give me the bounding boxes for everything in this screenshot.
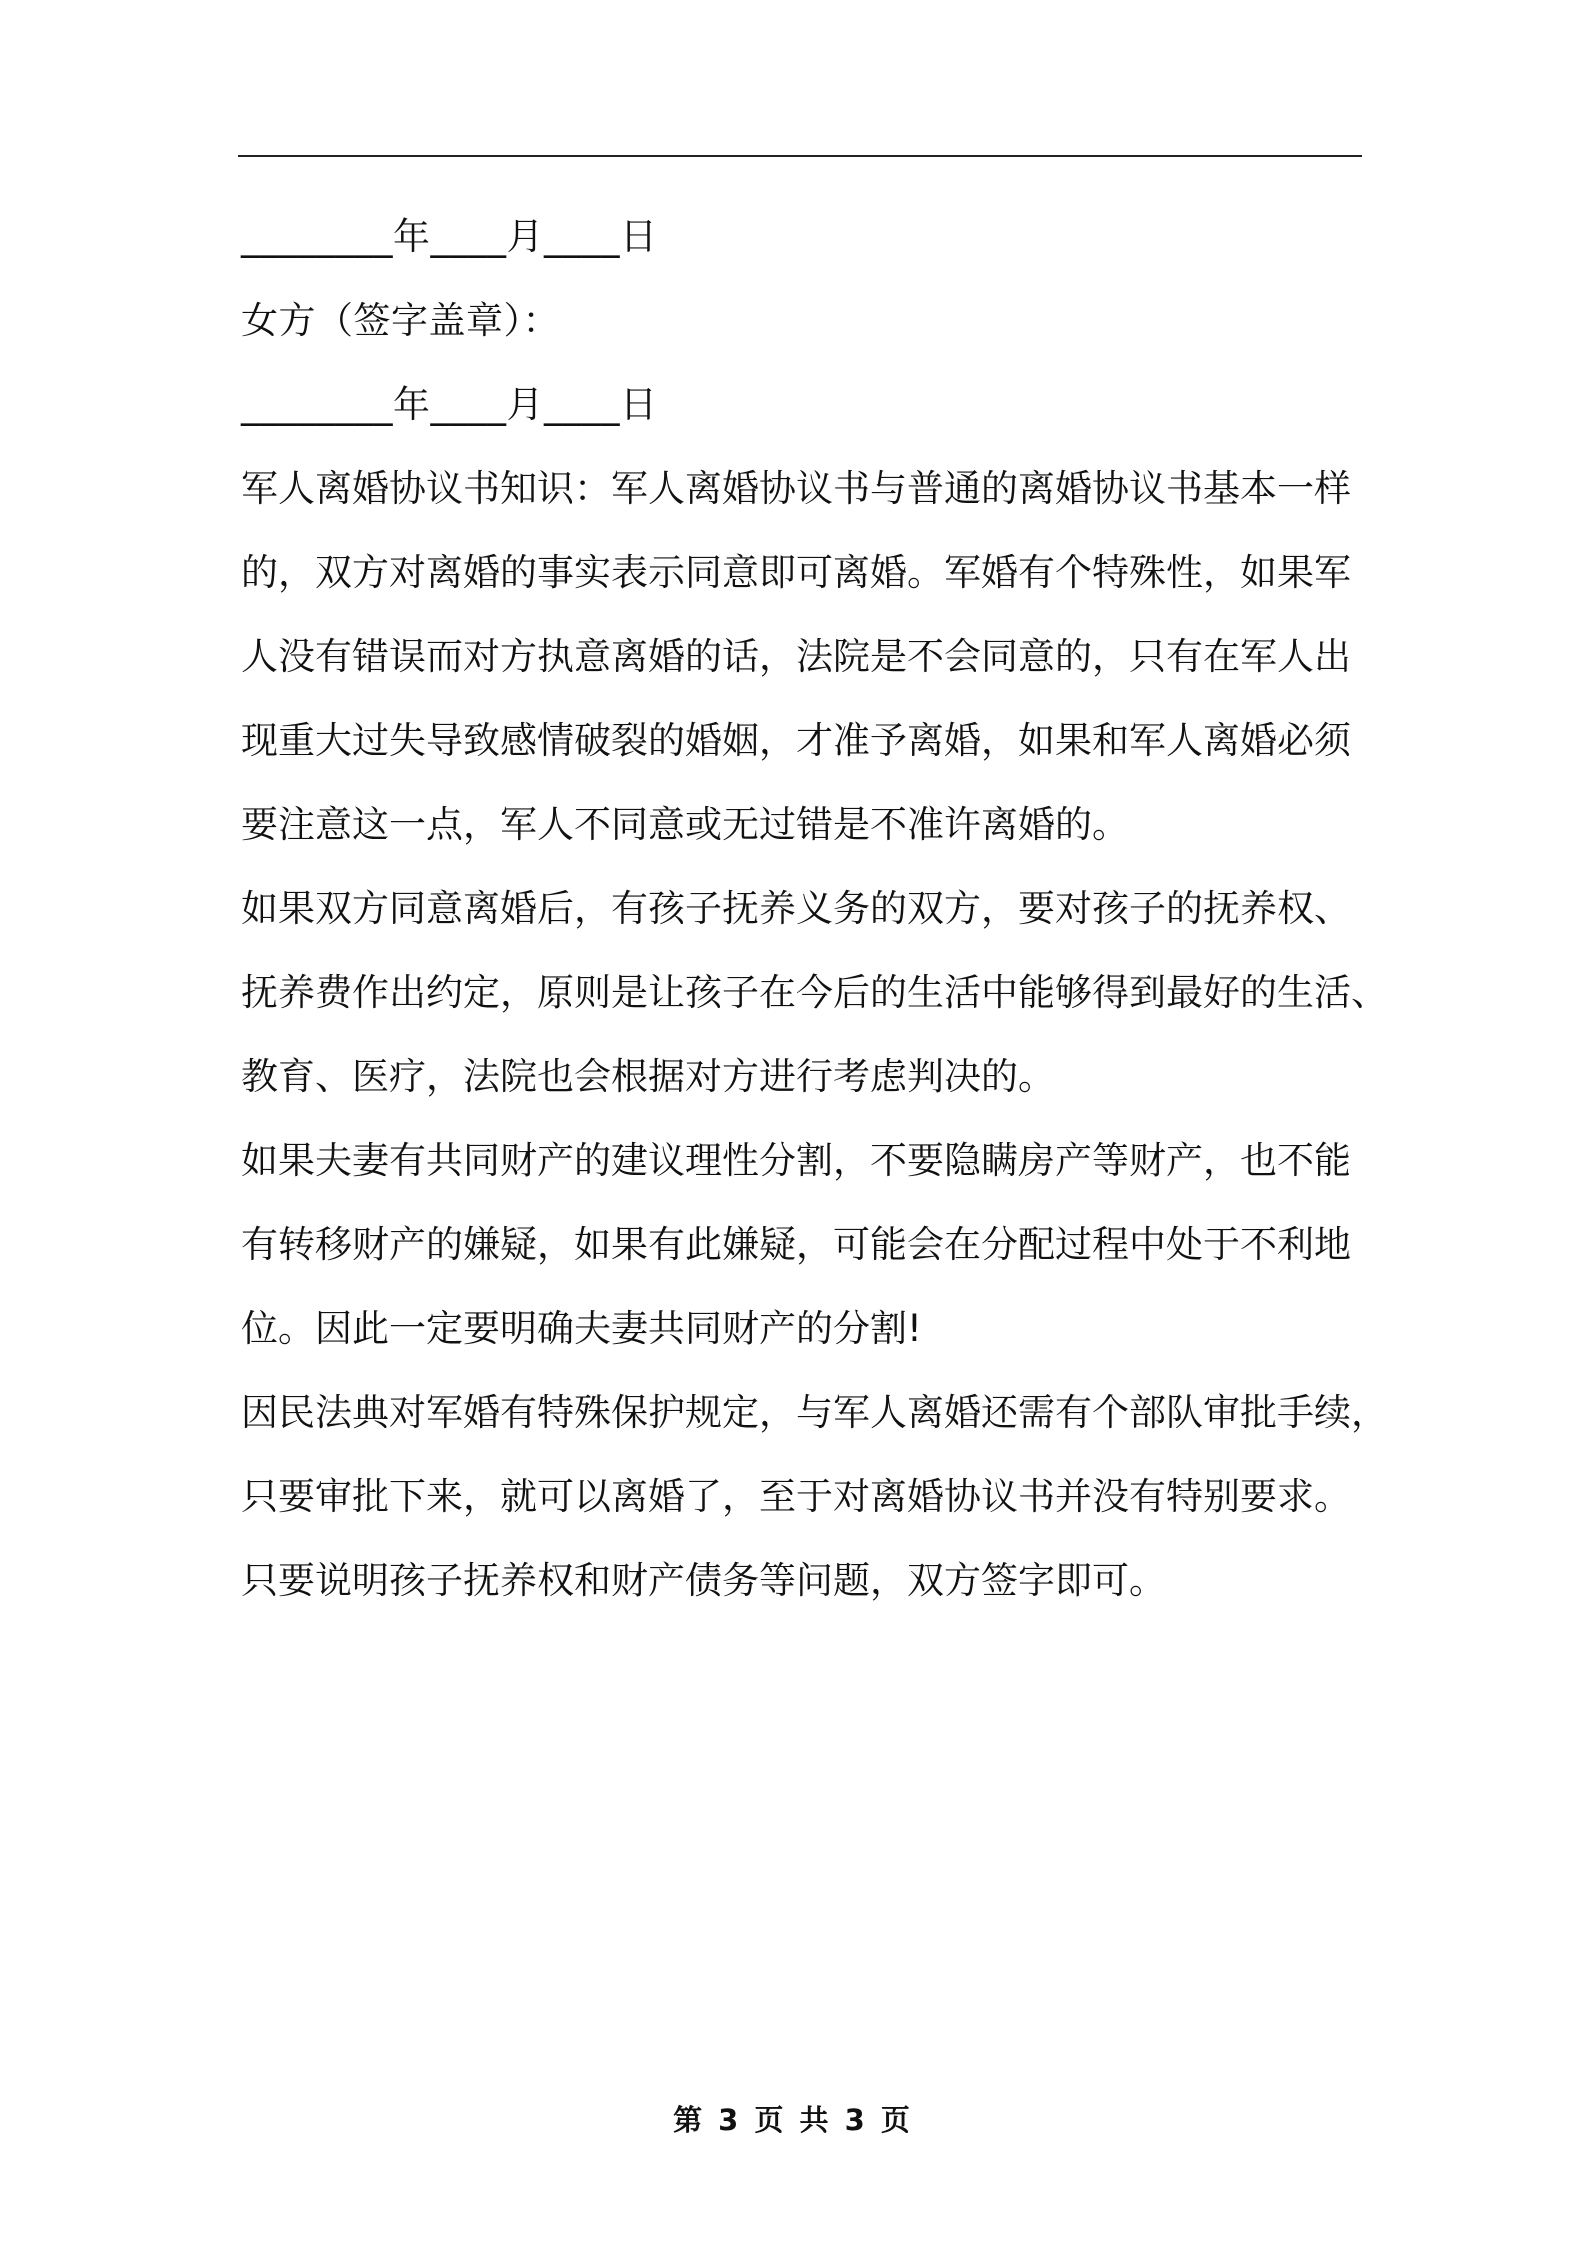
paragraph-line: 只要审批下来，就可以离婚了，至于对离婚协议书并没有特别要求。 (241, 1475, 1351, 1518)
page-number-footer: 第 3 页 共 3 页 (673, 2103, 913, 2137)
paragraph-line: 如果夫妻有共同财产的建议理性分割，不要隐瞒房产等财产，也不能 (241, 1139, 1351, 1182)
paragraph-line: 只要说明孩子抚养权和财产债务等问题，双方签字即可。 (241, 1559, 1166, 1602)
paragraph-military-divorce-knowledge (241, 447, 1381, 867)
paragraph-line: 教育、医疗，法院也会根据对方进行考虑判决的。 (241, 1055, 1055, 1098)
paragraph-line: 因民法典对军婚有特殊保护规定，与军人离婚还需有个部队审批手续， (241, 1391, 1388, 1434)
date-line-2: ________年____月____日 (241, 383, 658, 426)
header-divider (238, 155, 1362, 157)
paragraph-line: 现重大过失导致感情破裂的婚姻，才准予离婚，如果和军人离婚必须 (241, 719, 1351, 762)
female-sign-label: 女方（签字盖章）： (241, 299, 560, 342)
paragraph-child-custody (241, 867, 1388, 1119)
paragraph-line: 有转移财产的嫌疑，如果有此嫌疑，可能会在分配过程中处于不利地 (241, 1223, 1351, 1266)
document-body (241, 195, 1388, 1623)
paragraph-line: 军人离婚协议书知识：军人离婚协议书与普通的离婚协议书基本一样 (241, 467, 1351, 510)
paragraph-civil-code (241, 1371, 1388, 1623)
paragraph-line: 如果双方同意离婚后，有孩子抚养义务的双方，要对孩子的抚养权、 (241, 887, 1351, 930)
paragraph-line: 抚养费作出约定，原则是让孩子在今后的生活中能够得到最好的生活、 (241, 971, 1388, 1014)
paragraph-line: 的，双方对离婚的事实表示同意即可离婚。军婚有个特殊性，如果军 (241, 551, 1351, 594)
paragraph-line: 位。因此一定要明确夫妻共同财产的分割! (241, 1307, 922, 1350)
paragraph-line: 人没有错误而对方执意离婚的话，法院是不会同意的，只有在军人出 (241, 635, 1351, 678)
paragraph-line: 要注意这一点，军人不同意或无过错是不准许离婚的。 (241, 803, 1129, 846)
paragraph-joint-property (241, 1119, 1381, 1371)
date-line-1: ________年____月____日 (241, 215, 658, 258)
